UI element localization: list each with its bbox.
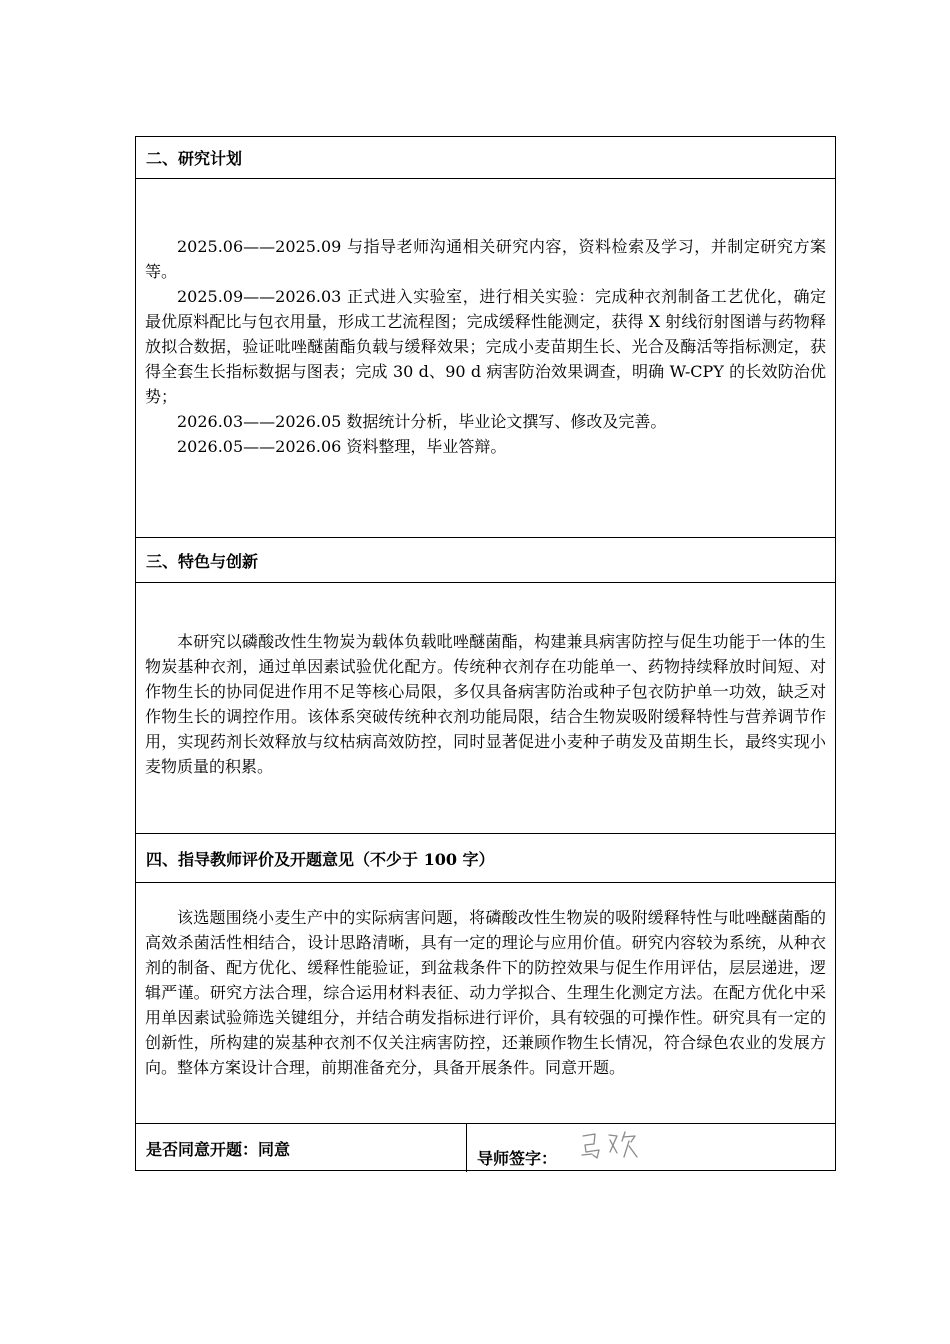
plan-paragraph-1: 2025.06——2025.09 与指导老师沟通相关研究内容，资料检索及学习，并制定研究方案等。 [145,237,826,281]
agree-cell [136,1124,467,1172]
signature-cell [467,1124,835,1172]
proposal-form-table [135,136,836,1171]
innovation-body [136,583,835,834]
approval-row [136,1124,835,1172]
innovation-heading: 三、特色与创新 [146,551,259,571]
plan-paragraph-2: 2025.09——2026.03 正式进入实验室，进行相关实验：完成种衣剂制备工艺优化，确定最优原料配比与包衣用量，形成工艺流程图；完成缓释性能测定，获得 X 射线衍射图谱与药物释放拟合数据，验证吡唑醚菌酯负载与缓释效果；完成小麦苗期生长、光合及酶活等指标测定，获得全套生长指标数据与图表；完成 30 d、90 d 病害防治效果调查，明确 W-CPY 的长效防治优势； [145,287,826,406]
research-plan-heading: 二、研究计划 [146,149,243,168]
plan-paragraph-4: 2026.05——2026.06 资料整理，毕业答辩。 [177,437,507,456]
evaluation-heading: 四、指导教师评价及开题意见（不少于 100 字） [146,849,495,869]
section-heading-research-plan [136,137,835,179]
research-plan-body [136,179,835,538]
signature-label: 导师签字： [477,1149,558,1168]
evaluation-body [136,883,835,1124]
handwritten-signature [579,1128,643,1162]
section-heading-innovation [136,538,835,583]
section-heading-evaluation [136,834,835,883]
evaluation-paragraph: 该选题围绕小麦生产中的实际病害问题，将磷酸改性生物炭的吸附缓释特性与吡唑醚菌酯的高效杀菌活性相结合，设计思路清晰，具有一定的理论与应用价值。研究内容较为系统，从种衣剂的制备、配方优化、缓释性能验证，到盆栽条件下的防控效果与促生作用评估，层层递进，逻辑严谨。研究方法合理，综合运用材料表征、动力学拟合、生理生化测定方法。在配方优化中采用单因素试验筛选关键组分，并结合萌发指标进行评价，具有较强的可操作性。研究具有一定的创新性，所构建的炭基种衣剂不仅关注病害防控，还兼顾作物生长情况，符合绿色农业的发展方向。整体方案设计合理，前期准备充分，具备开展条件。同意开题。 [145,908,826,1077]
agree-label: 是否同意开题：同意 [146,1139,291,1159]
innovation-paragraph: 本研究以磷酸改性生物炭为载体负载吡唑醚菌酯，构建兼具病害防控与促生功能于一体的生物炭基种衣剂，通过单因素试验优化配方。传统种衣剂存在功能单一、药物持续释放时间短、对作物生长的协同促进作用不足等核心局限，多仅具备病害防治或种子包衣防护单一功效，缺乏对作物生长的调控作用。该体系突破传统种衣剂功能局限，结合生物炭吸附缓释特性与营养调节作用，实现药剂长效释放与纹枯病高效防控，同时显著促进小麦种子萌发及苗期生长，最终实现小麦物质量的积累。 [145,632,826,776]
plan-paragraph-3: 2026.03——2026.05 数据统计分析，毕业论文撰写、修改及完善。 [177,412,667,431]
